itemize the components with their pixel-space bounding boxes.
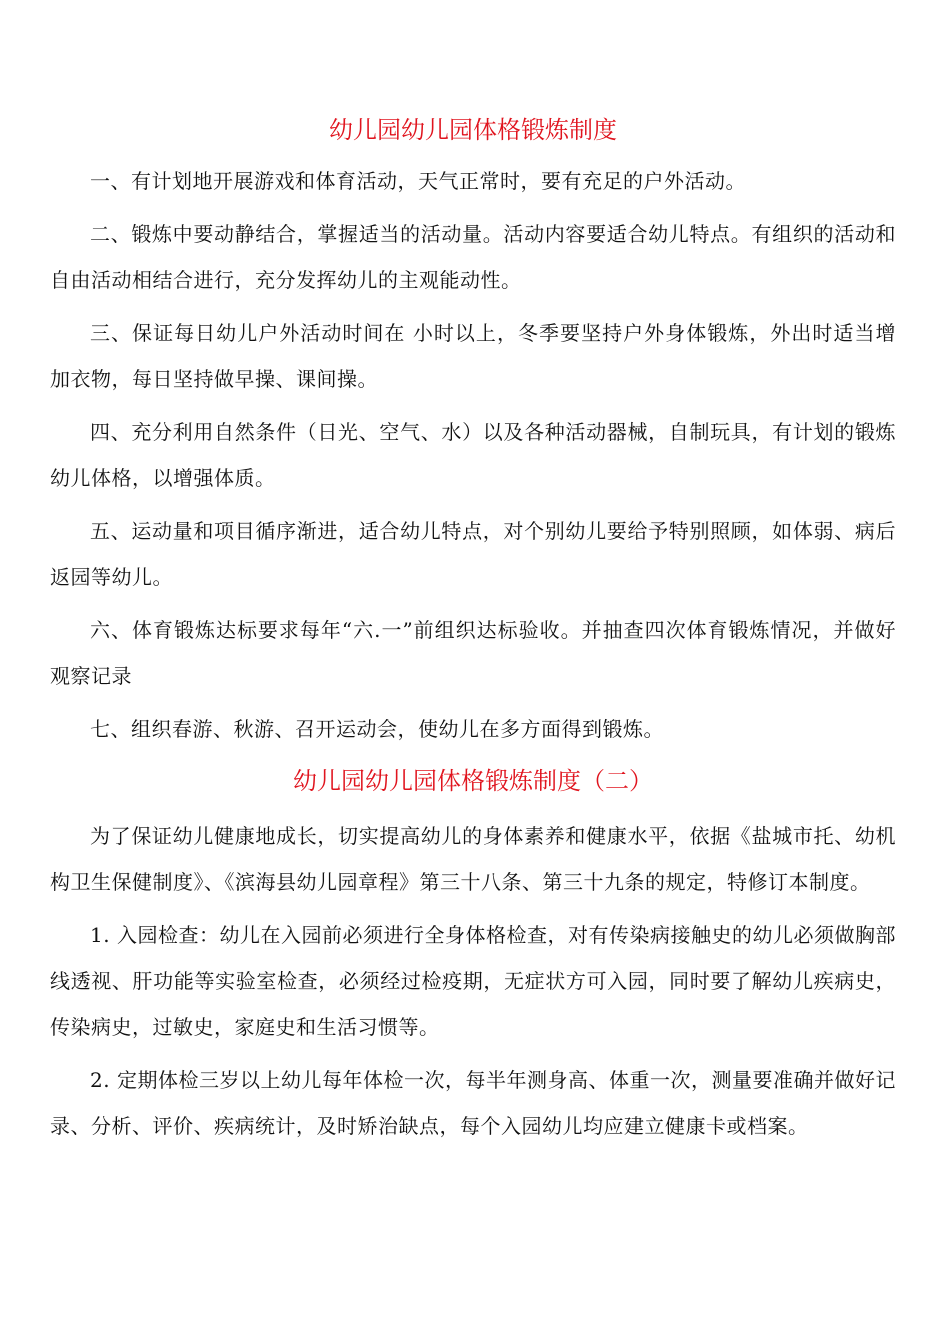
section1-paragraph-3: 三、保证每日幼儿户外活动时间在 小时以上，冬季要坚持户外身体锻炼，外出时适当增加衣物，每日坚持做早操、课间操。: [50, 321, 896, 391]
section1-paragraph-6: 六、体育锻炼达标要求每年“六.一”前组织达标验收。并抽查四次体育锻炼情况，并做好观察记录: [50, 618, 896, 688]
document-page: [50, 108, 896, 1156]
section1-paragraph-1: 一、有计划地开展游戏和体育活动，天气正常时，要有充足的户外活动。: [90, 169, 746, 193]
section1-paragraph-5: 五、运动量和项目循序渐进，适合幼儿特点，对个别幼儿要给予特别照顾，如体弱、病后返园等幼儿。: [50, 519, 896, 589]
section2-title: 幼儿园幼儿园体格锻炼制度（二）: [293, 767, 653, 795]
section2-paragraph-1: 为了保证幼儿健康地成长，切实提高幼儿的身体素养和健康水平，依据《盐城市托、幼机构卫生保健制度》、《滨海县幼儿园章程》第三十八条、第三十九条的规定，特修订本制度。: [50, 824, 896, 894]
section2-paragraph-3: 2. 定期体检三岁以上幼儿每年体检一次，每半年测身高、体重一次，测量要准确并做好记录、分析、评价、疾病统计，及时矫治缺点，每个入园幼儿均应建立健康卡或档案。: [50, 1068, 896, 1138]
section1-paragraph-7: 七、组织春游、秋游、召开运动会，使幼儿在多方面得到锻炼。: [90, 717, 664, 741]
section1-title: 幼儿园幼儿园体格锻炼制度: [329, 116, 617, 144]
section1-paragraph-2: 二、锻炼中要动静结合，掌握适当的活动量。活动内容要适合幼儿特点。有组织的活动和自由活动相结合进行，充分发挥幼儿的主观能动性。: [50, 222, 896, 292]
section2-paragraph-2: 1. 入园检查：幼儿在入园前必须进行全身体格检查，对有传染病接触史的幼儿必须做胸部 线透视、肝功能等实验室检查，必须经过检疫期，无症状方可入园，同时要了解幼儿疾病史，传染病史，过敏史，家庭史和生活习惯等。: [50, 923, 896, 1039]
section1-paragraph-4: 四、充分利用自然条件（日光、空气、水）以及各种活动器械，自制玩具，有计划的锻炼幼儿体格，以增强体质。: [50, 420, 896, 490]
